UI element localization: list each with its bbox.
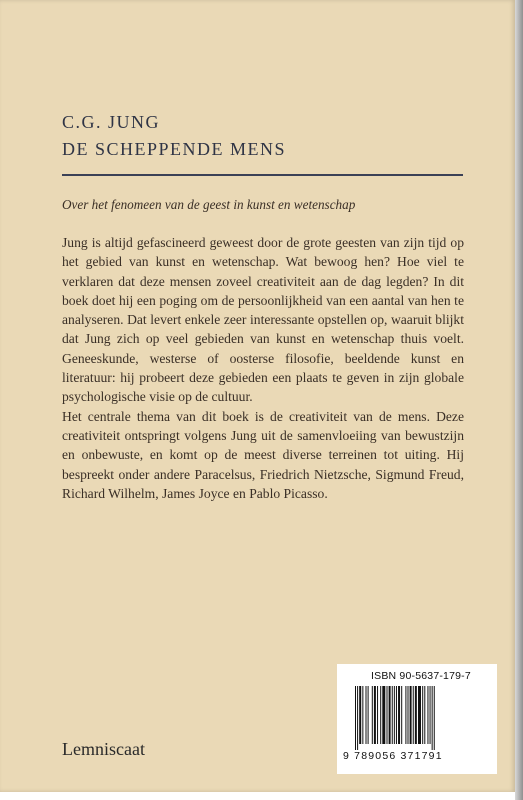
barcode-stripe (374, 686, 376, 744)
publisher-logo: Lemniscaat (62, 739, 145, 759)
barcode-stripe (427, 686, 428, 744)
barcode-stripe (430, 686, 431, 744)
book-title: DE SCHEPPENDE MENS (62, 139, 287, 159)
book-subtitle: Over het fenomeen van de geest in kunst en wetenschap (62, 197, 356, 212)
barcode-stripe (424, 686, 425, 744)
barcode-stripe (398, 686, 400, 744)
barcode-stripe (357, 686, 358, 750)
barcode-stripe (410, 686, 412, 744)
barcode-stripe (362, 686, 363, 744)
barcode-stripe (380, 686, 381, 744)
barcode-bars (353, 686, 483, 750)
barcode-stripe (422, 686, 423, 744)
barcode-panel (337, 664, 497, 774)
barcode-stripe (401, 686, 402, 744)
title-divider (62, 174, 463, 176)
barcode-stripe (377, 686, 378, 744)
barcode-stripe (355, 686, 356, 750)
barcode-stripe (366, 686, 367, 744)
author-name: C.G. JUNG (62, 112, 161, 132)
blurb (62, 233, 464, 503)
barcode-stripe (382, 686, 385, 744)
page-edge (515, 0, 523, 800)
barcode-stripe (394, 686, 395, 744)
barcode-stripe (432, 686, 433, 750)
barcode-stripe (413, 686, 414, 744)
barcode-stripe (368, 686, 369, 744)
barcode-stripe (387, 686, 388, 744)
barcode-stripe (389, 686, 391, 744)
barcode-stripe (396, 686, 397, 744)
blurb-paragraph-2: Het centrale thema van dit boek is de creativiteit van de mens. Deze creativiteit ontspringt volgens Jung uit de samenvloeiing van bewustzijn en onbewuste, en komt op de meest diverse terreinen tot uiting. Hij bespreekt onder andere Paracelsus, Friedrich Nietzsche, Sigmund Freud, Richard Wilhelm, James Joyce en Pablo Picasso. (62, 408, 464, 501)
barcode-stripe (418, 686, 421, 744)
barcode-stripe (372, 686, 373, 744)
barcode-stripe (408, 686, 409, 744)
ean-digits: 9 789056 371791 (343, 750, 443, 762)
isbn-label: ISBN 90-5637-179-7 (371, 670, 471, 682)
barcode-stripe (405, 686, 406, 744)
barcode-stripe (392, 686, 393, 744)
barcode-stripe (434, 686, 435, 750)
blurb-paragraph-1: Jung is altijd gefascineerd geweest door de grote geesten van zijn tijd op het gebied van kunst en wetenschap. Wat bewoog hen? Hoe viel te verklaren dat deze mensen zoveel creativiteit aan de dag legden? In dit boek doet hij een poging om de persoonlijkheid van een aantal van hen te analyseren. Dat levert enkele zeer interessante opstellen op, waaruit blijkt dat Jung zich op veel gebieden van kunst en wetenschap thuis voelt. Geneeskunde, westerse of oosterse filosofie, beeldende kunst en literatuur: hij probeert deze gebieden een plaats te geven in zijn globale psychologische visie op de cultuur. (62, 235, 464, 405)
barcode-stripe (359, 686, 361, 744)
barcode-stripe (415, 686, 417, 744)
